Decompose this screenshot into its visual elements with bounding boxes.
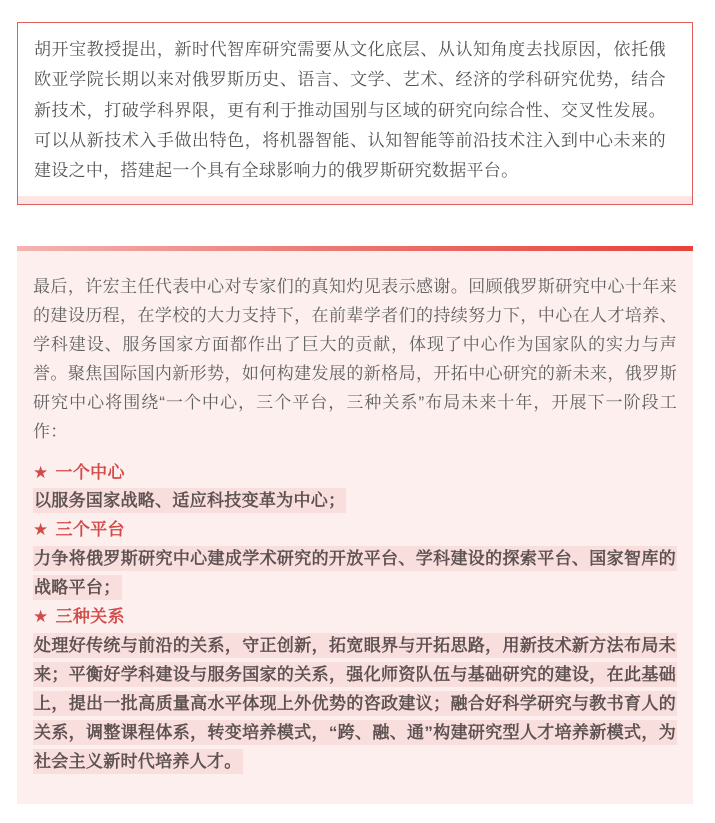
quote-box <box>17 22 693 205</box>
highlighted-text: 处理好传统与前沿的关系，守正创新，拓宽眼界与开拓思路，用新技术新方法布局未来；平衡好学科建设与服务国家的关系，强化师资队伍与基础研究的建设，在此基础上，提出一批高质量高水平体现上外优势的咨政建议；融合好科学研究与教书育人的关系，调整课程体系，转变培养模式，“跨、融、通”构建研究型人才培养新模式，为社会主义新时代培养人才。 <box>33 633 677 774</box>
section-content <box>17 251 693 776</box>
item-heading-one-center <box>33 459 677 488</box>
highlighted-text: 力争将俄罗斯研究中心建成学术研究的开放平台、学科建设的探索平台、国家智库的战略平台； <box>33 546 677 600</box>
star-icon: ★ <box>33 520 49 540</box>
item-heading-label: 一个中心 <box>55 462 125 482</box>
star-icon: ★ <box>33 462 49 482</box>
article-section <box>17 246 693 804</box>
item-heading-label: 三种关系 <box>55 607 125 627</box>
intro-paragraph: 最后，许宏主任代表中心对专家们的真知灼见表示感谢。回顾俄罗斯研究中心十年来的建设历程，在学校的大力支持下，在前辈学者们的持续努力下，中心在人才培养、学科建设、服务国家方面都作出了巨大的贡献，体现了中心作为国家队的实力与声誉。聚焦国际国内新形势，如何构建发展的新格局，开拓中心研究的新未来，俄罗斯研究中心将围绕“一个中心，三个平台，三种关系”布局未来十年，开展下一阶段工作： <box>33 277 677 441</box>
item-heading-label: 三个平台 <box>55 520 125 540</box>
highlighted-text: 以服务国家战略、适应科技变革为中心； <box>33 488 346 513</box>
item-body-three-relations <box>33 632 677 776</box>
quote-bottom-strip <box>18 196 692 204</box>
star-icon: ★ <box>33 607 49 627</box>
item-heading-three-relations <box>33 603 677 632</box>
quote-text: 胡开宝教授提出，新时代智库研究需要从文化底层、从认知角度去找原因，依托俄欧亚学院长期以来对俄罗斯历史、语言、文学、艺术、经济的学科研究优势，结合新技术，打破学科界限，更有利于推动国别与区域的研究向综合性、交叉性发展。可以从新技术入手做出特色，将机器智能、认知智能等前沿技术注入到中心未来的建设之中，搭建起一个具有全球影响力的俄罗斯研究数据平台。 <box>34 40 666 180</box>
item-body-three-platforms <box>33 545 677 603</box>
item-heading-three-platforms <box>33 516 677 545</box>
item-body-one-center <box>33 487 677 516</box>
